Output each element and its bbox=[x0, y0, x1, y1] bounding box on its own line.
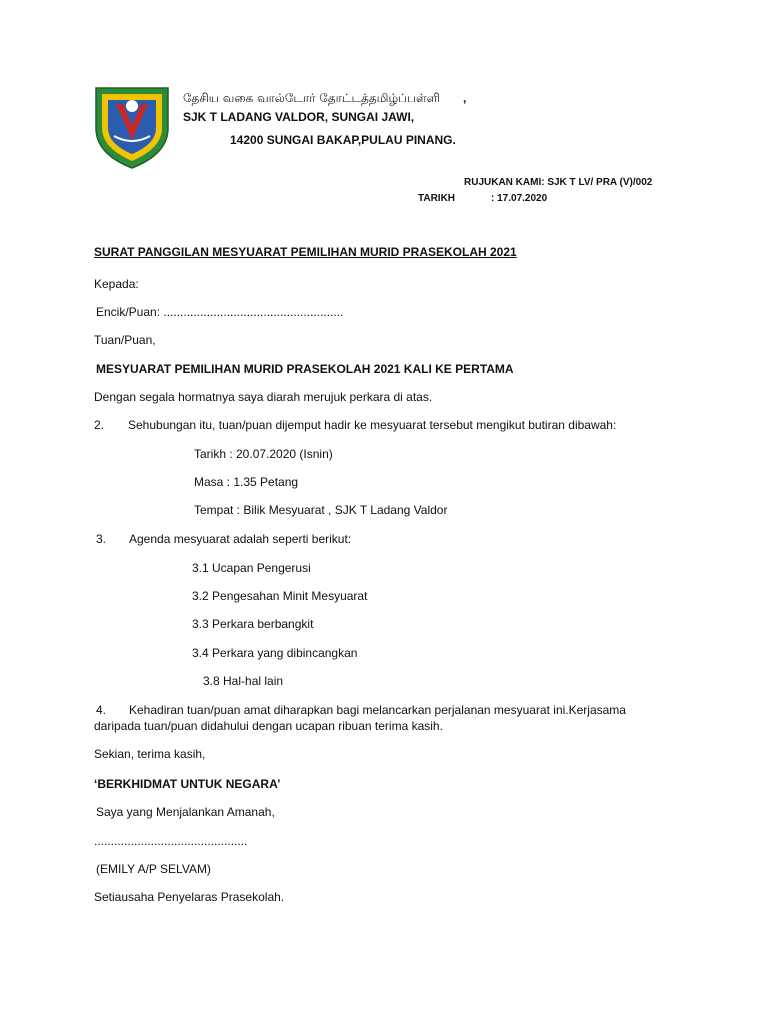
intro-paragraph: Dengan segala hormatnya saya diarah merujuk perkara di atas. bbox=[94, 390, 433, 404]
to-label: Kepada: bbox=[94, 277, 139, 291]
agenda-item: 3.4 Perkara yang dibincangkan bbox=[192, 646, 358, 660]
signatory-title: Setiausaha Penyelaras Prasekolah. bbox=[94, 890, 285, 904]
school-name: SJK T LADANG VALDOR, SUNGAI JAWI, bbox=[183, 110, 415, 124]
meeting-time: Masa : 1.35 Petang bbox=[194, 475, 299, 489]
agenda-item: 3.1 Ucapan Pengerusi bbox=[192, 561, 311, 575]
para4-number: 4. bbox=[96, 703, 107, 717]
para4-text-line1: Kehadiran tuan/puan amat diharapkan bagi melancarkan perjalanan mesyuarat ini.Kerjasama bbox=[129, 703, 626, 717]
agenda-item: 3.3 Perkara berbangkit bbox=[192, 617, 314, 631]
para2-number: 2. bbox=[94, 418, 105, 432]
school-address: 14200 SUNGAI BAKAP,PULAU PINANG. bbox=[230, 133, 456, 147]
trust-line: Saya yang Menjalankan Amanah, bbox=[96, 805, 275, 819]
para4-text-line2: daripada tuan/puan didahului dengan ucapan ribuan terima kasih. bbox=[94, 719, 443, 733]
date-value: : 17.07.2020 bbox=[491, 193, 548, 204]
para3-number: 3. bbox=[96, 532, 107, 546]
closing-thanks: Sekian, terima kasih, bbox=[94, 747, 206, 761]
letter-subject: MESYUARAT PEMILIHAN MURID PRASEKOLAH 2021 KALI KE PERTAMA bbox=[96, 362, 514, 376]
signatory-name: (EMILY A/P SELVAM) bbox=[96, 862, 211, 876]
agenda-item: 3.8 Hal-hal lain bbox=[203, 674, 284, 688]
reference-number: RUJUKAN KAMI: SJK T LV/ PRA (V)/002 bbox=[464, 177, 653, 188]
salutation: Tuan/Puan, bbox=[94, 333, 156, 347]
recipient-line: Encik/Puan: ...................................................... bbox=[96, 305, 344, 319]
signature-line: .............................................. bbox=[94, 834, 248, 848]
letter-title: SURAT PANGGILAN MESYUARAT PEMILIHAN MURID PRASEKOLAH 2021 bbox=[94, 245, 517, 259]
agenda-item: 3.2 Pengesahan Minit Mesyuarat bbox=[192, 589, 368, 603]
para3-text: Agenda mesyuarat adalah seperti berikut: bbox=[129, 532, 352, 546]
date-label: TARIKH bbox=[418, 193, 456, 204]
meeting-place: Tempat : Bilik Mesyuarat , SJK T Ladang Valdor bbox=[194, 503, 448, 517]
school-name-tamil-comma: , bbox=[463, 91, 467, 105]
meeting-date: Tarikh : 20.07.2020 (Isnin) bbox=[194, 447, 333, 461]
school-name-tamil: தேசிய வகை வால்டோர் தோட்டத்தமிழ்ப்பள்ளி bbox=[183, 91, 441, 105]
school-crest-logo bbox=[92, 84, 172, 170]
para2-text: Sehubungan itu, tuan/puan dijemput hadir ke mesyuarat tersebut mengikut butiran dibawah: bbox=[128, 418, 617, 432]
motto: ‘BERKHIDMAT UNTUK NEGARA’ bbox=[94, 777, 281, 791]
